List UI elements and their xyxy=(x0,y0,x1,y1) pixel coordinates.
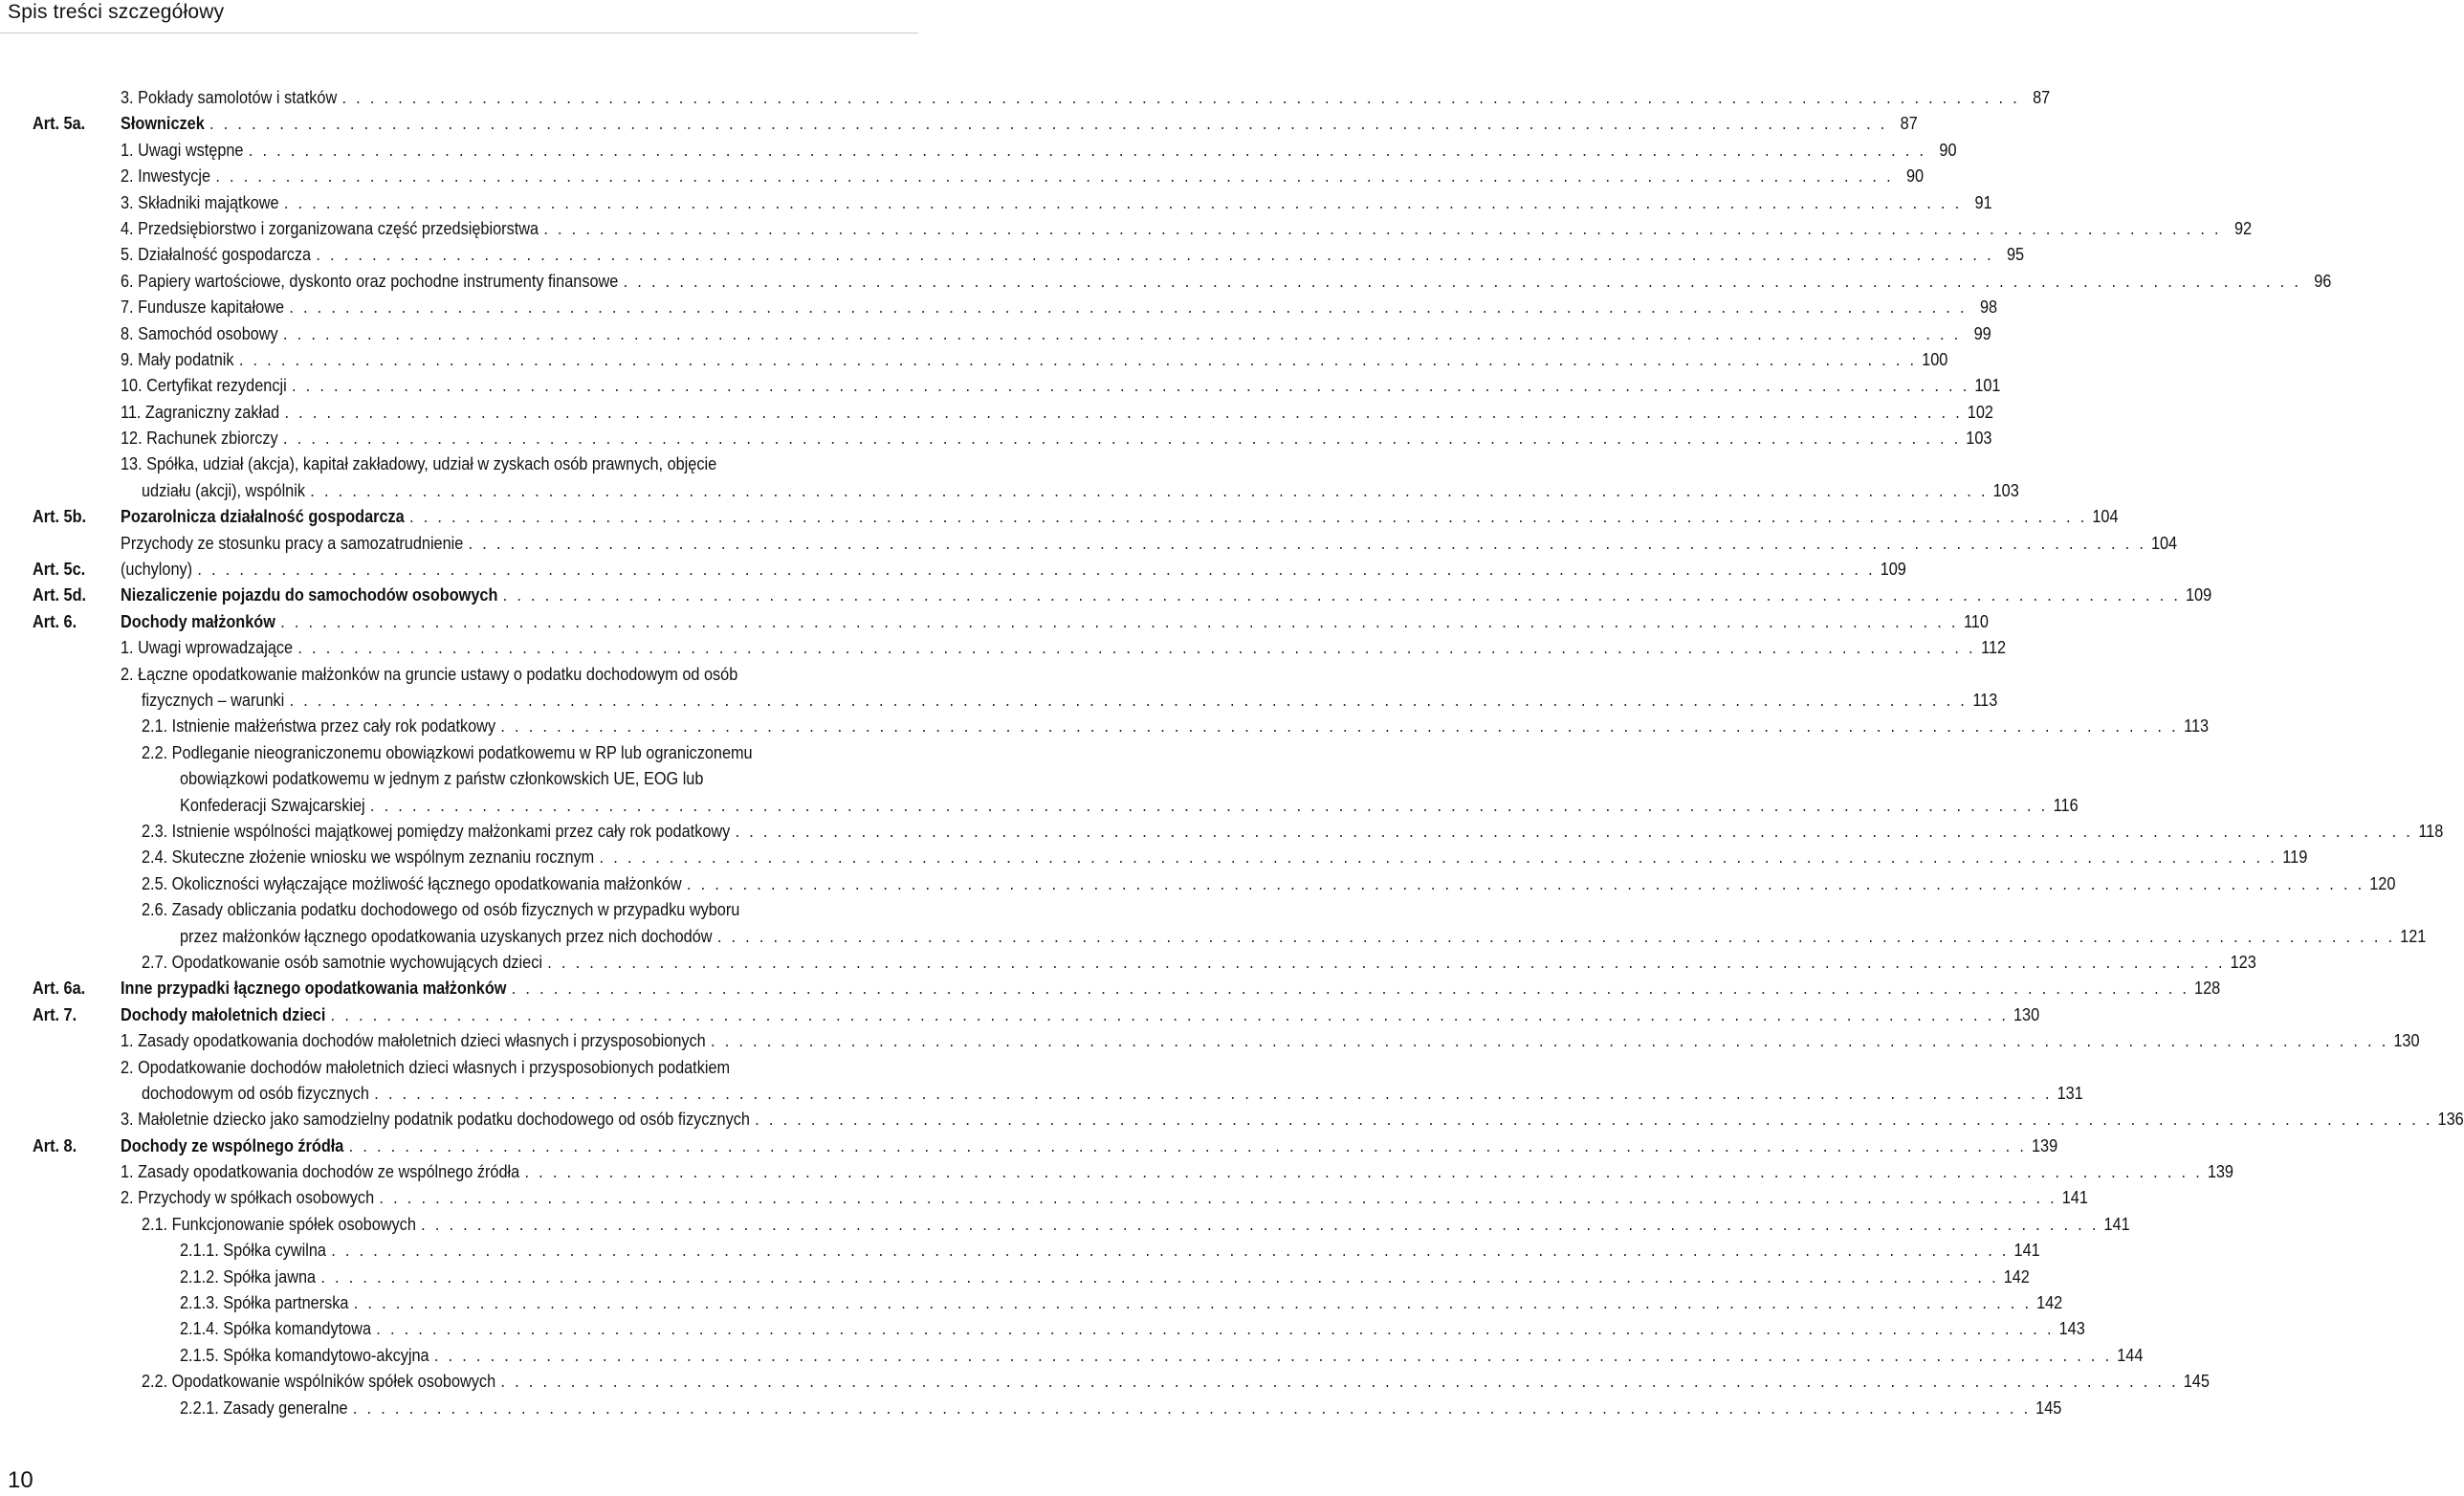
toc-entry-text: 11. Zagraniczny zakład xyxy=(120,401,280,422)
dot-leader: . . . . . . . . . . . . . . . . . . . . . . . . . . . . . . . . . . . . . . . . . . . . . . . . . . . . . . . . . . . . . . . . . . . . . . . . . . . . . . . . . . . . . . . . . . . . . . . . . . . . . . . . . . . . . . . . . . . . . . . . xyxy=(511,978,2189,999)
dot-leader: . . . . . . . . . . . . . . . . . . . . . . . . . . . . . . . . . . . . . . . . . . . . . . . . . . . . . . . . . . . . . . . . . . . . . . . . . . . . . . . . . . . . . . . . . . . . . . . . . . . . . . . . . . . . . . . . . . . . . . . . xyxy=(209,113,1888,134)
toc-entry[interactable] xyxy=(141,844,2308,869)
toc-entry[interactable] xyxy=(120,503,2119,529)
toc-page-number: 118 xyxy=(2418,820,2444,841)
toc-page-number: 139 xyxy=(2207,1161,2233,1182)
toc-entry[interactable] xyxy=(120,556,1906,582)
toc-page-number: 116 xyxy=(2053,794,2079,815)
toc-page-number: 143 xyxy=(2058,1318,2085,1339)
toc-entry-text: (uchylony) xyxy=(120,559,193,580)
dot-leader: . . . . . . . . . . . . . . . . . . . . . . . . . . . . . . . . . . . . . . . . . . . . . . . . . . . . . . . . . . . . . . . . . . . . . . . . . . . . . . . . . . . . . . . . . . . . . . . . . . . . . . . . . . . . . . . . . . . . . . . . xyxy=(197,559,1876,580)
toc-page-number: 131 xyxy=(2057,1082,2083,1103)
dot-leader: . . . . . . . . . . . . . . . . . . . . . . . . . . . . . . . . . . . . . . . . . . . . . . . . . . . . . . . . . . . . . . . . . . . . . . . . . . . . . . . . . . . . . . . . . . . . . . . . . . . . . . . . . . . . . . . . . . . . . . . . xyxy=(282,322,1962,343)
toc-entry-text: Dochody ze wspólnego źródła xyxy=(120,1134,344,1155)
toc-row xyxy=(0,530,2178,556)
dot-leader: . . . . . . . . . . . . . . . . . . . . . . . . . . . . . . . . . . . . . . . . . . . . . . . . . . . . . . . . . . . . . . . . . . . . . . . . . . . . . . . . . . . . . . . . . . . . . . . . . . . . . . . . . . . . . . . . . . . . . . . . xyxy=(284,401,1963,422)
toc-page-number: 101 xyxy=(1974,375,2001,396)
toc-entry[interactable] xyxy=(141,1211,2130,1237)
toc-entry-text: 2.2. Opodatkowanie wspólników spółek osobowych xyxy=(141,1371,496,1392)
toc-page-number: 100 xyxy=(1922,348,1948,369)
toc-entry-text: 9. Mały podatnik xyxy=(120,348,234,369)
toc-page-number: 98 xyxy=(1979,297,1998,318)
toc-page-number: 96 xyxy=(2314,270,2332,291)
toc-page-number: 123 xyxy=(2230,951,2256,972)
toc-entry[interactable] xyxy=(120,1054,2083,1107)
dot-leader: . . . . . . . . . . . . . . . . . . . . . . . . . . . . . . . . . . . . . . . . . . . . . . . . . . . . . . . . . . . . . . . . . . . . . . . . . . . . . . . . . . . . . . . . . . . . . . . . . . . . . . . . . . . . . . . . . . . . . . . . xyxy=(215,165,1894,187)
table-of-contents xyxy=(0,84,2464,1420)
toc-row xyxy=(0,372,2001,398)
toc-entry[interactable] xyxy=(120,346,1948,372)
toc-row xyxy=(0,1211,2130,1237)
dot-leader: . . . . . . . . . . . . . . . . . . . . . . . . . . . . . . . . . . . . . . . . . . . . . . . . . . . . . . . . . . . . . . . . . . . . . . . . . . . . . . . . . . . . . . . . . . . . . . . . . . . . . . . . . . . . . . . . . . . . . . . . xyxy=(374,1082,2053,1103)
article-label: Art. 6. xyxy=(32,610,77,631)
toc-row xyxy=(0,137,1957,163)
toc-entry-text: 3. Składniki majątkowe xyxy=(120,191,279,212)
toc-row xyxy=(0,1133,2058,1158)
toc-page-number: 103 xyxy=(1966,428,1992,449)
toc-entry[interactable] xyxy=(179,1315,2085,1341)
dot-leader: . . . . . . . . . . . . . . . . . . . . . . . . . . . . . . . . . . . . . . . . . . . . . . . . . . . . . . . . . . . . . . . . . . . . . . . . . . . . . . . . . . . . . . . . . . . . . . . . . . . . . . . . . . . . . . . . . . . . . . . . xyxy=(379,1187,2057,1208)
toc-entry-text: Słowniczek xyxy=(120,113,205,134)
toc-page-number: 130 xyxy=(2393,1030,2420,1051)
toc-entry[interactable] xyxy=(120,1184,2088,1210)
toc-entry[interactable] xyxy=(120,661,1998,714)
toc-entry[interactable] xyxy=(120,372,2001,398)
dot-leader: . . . . . . . . . . . . . . . . . . . . . . . . . . . . . . . . . . . . . . . . . . . . . . . . . . . . . . . . . . . . . . . . . . . . . . . . . . . . . . . . . . . . . . . . . . . . . . . . . . . . . . . . . . . . . . . . . . . . . . . . xyxy=(352,1397,2031,1418)
toc-entry[interactable] xyxy=(120,1133,2058,1158)
dot-leader: . . . . . . . . . . . . . . . . . . . . . . . . . . . . . . . . . . . . . . . . . . . . . . . . . . . . . . . . . . . . . . . . . . . . . . . . . . . . . . . . . . . . . . . . . . . . . . . . . . . . . . . . . . . . . . . . . . . . . . . . xyxy=(500,715,2179,737)
toc-entry-text: 2.1.5. Spółka komandytowo-akcyjna xyxy=(179,1344,429,1365)
toc-row xyxy=(0,1158,2233,1184)
dot-leader: . . . . . . . . . . . . . . . . . . . . . . . . . . . . . . . . . . . . . . . . . . . . . . . . . . . . . . . . . . . . . . . . . . . . . . . . . . . . . . . . . . . . . . . . . . . . . . . . . . . . . . . . . . . . . . . . . . . . . . . . xyxy=(376,1318,2055,1339)
dot-leader: . . . . . . . . . . . . . . . . . . . . . . . . . . . . . . . . . . . . . . . . . . . . . . . . . . . . . . . . . . . . . . . . . . . . . . . . . . . . . . . . . . . . . . . . . . . . . . . . . . . . . . . . . . . . . . . . . . . . . . . . xyxy=(547,951,2226,972)
toc-entry-text: Pozarolnicza działalność gospodarcza xyxy=(120,506,405,527)
dot-leader: . . . . . . . . . . . . . . . . . . . . . . . . . . . . . . . . . . . . . . . . . . . . . . . . . . . . . . . . . . . . . . . . . . . . . . . . . . . . . . . . . . . . . . . . . . . . . . . . . . . . . . . . . . . . . . . . . . . . . . . . xyxy=(599,847,2277,868)
toc-entry-text: 7. Fundusze kapitałowe xyxy=(120,297,285,318)
dot-leader: . . . . . . . . . . . . . . . . . . . . . . . . . . . . . . . . . . . . . . . . . . . . . . . . . . . . . . . . . . . . . . . . . . . . . . . . . . . . . . . . . . . . . . . . . . . . . . . . . . . . . . . . . . . . . . . . . . . . . . . . xyxy=(310,479,1989,500)
toc-entry-text: 2.1. Istnienie małżeństwa przez cały rok podatkowy xyxy=(141,715,496,737)
toc-page-number: 90 xyxy=(1939,139,1957,160)
toc-entry-text: 3. Pokłady samolotów i statków xyxy=(120,87,338,107)
dot-leader: . . . . . . . . . . . . . . . . . . . . . . . . . . . . . . . . . . . . . . . . . . . . . . . . . . . . . . . . . . . . . . . . . . . . . . . . . . . . . . . . . . . . . . . . . . . . . . . . . . . . . . . . . . . . . . . . . . . . . . . . xyxy=(341,87,2020,107)
toc-entry[interactable] xyxy=(141,713,2210,738)
dot-leader: . . . . . . . . . . . . . . . . . . . . . . . . . . . . . . . . . . . . . . . . . . . . . . . . . . . . . . . . . . . . . . . . . . . . . . . . . . . . . . . . . . . . . . . . . . . . . . . . . . . . . . . . . . . . . . . . . . . . . . . . xyxy=(316,244,1994,265)
toc-entry-text: 2.6. Zasady obliczania podatku dochodowego od osób fizycznych w przypadku wyboru xyxy=(141,899,740,920)
toc-page-number: 87 xyxy=(1900,113,1918,134)
toc-page-number: 130 xyxy=(2013,1003,2040,1024)
toc-entry-text: 1. Uwagi wprowadzające xyxy=(120,637,294,658)
toc-entry-text: dochodowym od osób fizycznych xyxy=(141,1082,369,1103)
toc-entry[interactable] xyxy=(141,818,2444,844)
toc-page-number: 113 xyxy=(1972,690,1998,711)
toc-row xyxy=(0,556,1906,582)
toc-entry[interactable] xyxy=(120,1158,2233,1184)
toc-entry[interactable] xyxy=(120,241,2025,267)
dot-leader: . . . . . . . . . . . . . . . . . . . . . . . . . . . . . . . . . . . . . . . . . . . . . . . . . . . . . . . . . . . . . . . . . . . . . . . . . . . . . . . . . . . . . . . . . . . . . . . . . . . . . . . . . . . . . . . . . . . . . . . . xyxy=(369,794,2048,815)
toc-entry-text: 1. Uwagi wstępne xyxy=(120,139,244,160)
toc-page-number: 109 xyxy=(2186,584,2212,605)
toc-entry[interactable] xyxy=(120,634,2007,660)
toc-entry-text: 2.5. Okoliczności wyłączające możliwość łącznego opodatkowania małżonków xyxy=(141,872,682,893)
toc-entry-text: 2.7. Opodatkowanie osób samotnie wychowujących dzieci xyxy=(141,951,542,972)
toc-page-number: 109 xyxy=(1880,559,1906,580)
toc-page-number: 120 xyxy=(2369,872,2396,893)
toc-entry[interactable] xyxy=(120,320,1991,346)
dot-leader: . . . . . . . . . . . . . . . . . . . . . . . . . . . . . . . . . . . . . . . . . . . . . . . . . . . . . . . . . . . . . . . . . . . . . . . . . . . . . . . . . . . . . . . . . . . . . . . . . . . . . . . . . . . . . . . . . . . . . . . . xyxy=(292,375,1970,396)
toc-entry-text: 13. Spółka, udział (akcja), kapitał zakładowy, udział w zyskach osób prawnych, objęcie xyxy=(120,453,717,474)
toc-page-number: 90 xyxy=(1905,165,1925,187)
toc-entry-text: 2.1.1. Spółka cywilna xyxy=(179,1240,326,1261)
toc-page-number: 145 xyxy=(2035,1397,2062,1418)
toc-row xyxy=(0,1184,2088,1210)
toc-page-number: 91 xyxy=(1974,191,1992,212)
toc-row xyxy=(0,1395,2062,1420)
toc-entry[interactable] xyxy=(120,294,1998,319)
toc-page-number: 92 xyxy=(2233,217,2253,238)
toc-row xyxy=(0,346,1948,372)
toc-entry-text: 10. Certyfikat rezydencji xyxy=(120,375,287,396)
toc-page-number: 95 xyxy=(2006,244,2025,265)
toc-row xyxy=(0,608,1989,634)
dot-leader: . . . . . . . . . . . . . . . . . . . . . . . . . . . . . . . . . . . . . . . . . . . . . . . . . . . . . . . . . . . . . . . . . . . . . . . . . . . . . . . . . . . . . . . . . . . . . . . . . . . . . . . . . . . . . . . . . . . . . . . . xyxy=(468,532,2146,553)
toc-entry[interactable] xyxy=(179,1264,2030,1289)
toc-entry-text: 8. Samochód osobowy xyxy=(120,322,278,343)
toc-row xyxy=(0,110,1918,136)
toc-row xyxy=(0,896,2427,949)
toc-entry-text: Przychody ze stosunku pracy a samozatrudnienie xyxy=(120,532,464,553)
page-number: 10 xyxy=(8,1467,33,1493)
toc-entry-text: 1. Zasady opodatkowania dochodów ze wspólnego źródła xyxy=(120,1161,520,1182)
toc-entry-text: 2.2.1. Zasady generalne xyxy=(179,1397,348,1418)
toc-row xyxy=(0,503,2119,529)
dot-leader: . . . . . . . . . . . . . . . . . . . . . . . . . . . . . . . . . . . . . . . . . . . . . . . . . . . . . . . . . . . . . . . . . . . . . . . . . . . . . . . . . . . . . . . . . . . . . . . . . . . . . . . . . . . . . . . . . . . . . . . . xyxy=(543,217,2222,238)
dot-leader: . . . . . . . . . . . . . . . . . . . . . . . . . . . . . . . . . . . . . . . . . . . . . . . . . . . . . . . . . . . . . . . . . . . . . . . . . . . . . . . . . . . . . . . . . . . . . . . . . . . . . . . . . . . . . . . . . . . . . . . . xyxy=(500,1371,2179,1392)
toc-entry-text: 12. Rachunek zbiorczy xyxy=(120,428,278,449)
toc-page-number: 145 xyxy=(2183,1371,2210,1392)
toc-entry[interactable] xyxy=(141,1368,2210,1394)
toc-entry[interactable] xyxy=(120,582,2212,607)
dot-leader: . . . . . . . . . . . . . . . . . . . . . . . . . . . . . . . . . . . . . . . . . . . . . . . . . . . . . . . . . . . . . . . . . . . . . . . . . . . . . . . . . . . . . . . . . . . . . . . . . . . . . . . . . . . . . . . . . . . . . . . . xyxy=(353,1292,2032,1313)
toc-entry-text: 2. Przychody w spółkach osobowych xyxy=(120,1187,375,1208)
toc-row xyxy=(0,1342,2144,1368)
toc-entry-text: udziału (akcji), wspólnik xyxy=(141,479,305,500)
toc-row xyxy=(0,634,2007,660)
toc-entry-text: 3. Małoletnie dziecko jako samodzielny podatnik podatku dochodowego od osób fizycznych xyxy=(120,1109,750,1130)
toc-row xyxy=(0,818,2444,844)
toc-entry[interactable] xyxy=(179,1342,2144,1368)
toc-page-number: 99 xyxy=(1973,322,1991,343)
toc-row xyxy=(0,1106,2464,1132)
toc-row xyxy=(0,582,2212,607)
toc-page-number: 142 xyxy=(2003,1265,2030,1287)
toc-entry[interactable] xyxy=(120,110,1918,136)
toc-row xyxy=(0,661,1998,714)
toc-page-number: 142 xyxy=(2036,1292,2063,1313)
toc-entry-text: Niezaliczenie pojazdu do samochodów osobowych xyxy=(120,584,498,605)
toc-entry[interactable] xyxy=(120,1027,2420,1053)
toc-page-number: 102 xyxy=(1967,401,1993,422)
toc-row xyxy=(0,975,2221,1001)
toc-entry-text: 6. Papiery wartościowe, dyskonto oraz pochodne instrumenty finansowe xyxy=(120,270,619,291)
toc-entry[interactable] xyxy=(120,1001,2040,1027)
toc-entry[interactable] xyxy=(120,608,1989,634)
dot-leader: . . . . . . . . . . . . . . . . . . . . . . . . . . . . . . . . . . . . . . . . . . . . . . . . . . . . . . . . . . . . . . . . . . . . . . . . . . . . . . . . . . . . . . . . . . . . . . . . . . . . . . . . . . . . . . . . . . . . . . . . xyxy=(289,690,1968,711)
toc-entry-text: obowiązkowi podatkowemu w jednym z państw członkowskich UE, EOG lub xyxy=(179,768,704,789)
dot-leader: . . . . . . . . . . . . . . . . . . . . . . . . . . . . . . . . . . . . . . . . . . . . . . . . . . . . . . . . . . . . . . . . . . . . . . . . . . . . . . . . . . . . . . . . . . . . . . . . . . . . . . . . . . . . . . . . . . . . . . . . xyxy=(320,1265,1999,1287)
toc-entry-text: przez małżonków łącznego opodatkowania uzyskanych przez nich dochodów xyxy=(179,925,713,946)
toc-entry[interactable] xyxy=(120,1106,2464,1132)
toc-row xyxy=(0,1237,2040,1263)
toc-entry-text: 2.1.4. Spółka komandytowa xyxy=(179,1318,371,1339)
toc-page-number: 119 xyxy=(2282,847,2308,868)
toc-row xyxy=(0,425,1992,451)
toc-row xyxy=(0,1289,2063,1315)
dot-leader: . . . . . . . . . . . . . . . . . . . . . . . . . . . . . . . . . . . . . . . . . . . . . . . . . . . . . . . . . . . . . . . . . . . . . . . . . . . . . . . . . . . . . . . . . . . . . . . . . . . . . . . . . . . . . . . . . . . . . . . . xyxy=(238,348,1917,369)
page-header xyxy=(0,0,918,33)
toc-row xyxy=(0,84,2051,110)
article-label: Art. 7. xyxy=(32,1003,77,1024)
toc-row xyxy=(0,949,2256,975)
toc-row xyxy=(0,1368,2210,1394)
toc-entry-text: 1. Zasady opodatkowania dochodów małoletnich dzieci własnych i przysposobionych xyxy=(120,1030,706,1051)
toc-entry[interactable] xyxy=(141,949,2256,975)
dot-leader: . . . . . . . . . . . . . . . . . . . . . . . . . . . . . . . . . . . . . . . . . . . . . . . . . . . . . . . . . . . . . . . . . . . . . . . . . . . . . . . . . . . . . . . . . . . . . . . . . . . . . . . . . . . . . . . . . . . . . . . . xyxy=(289,297,1968,318)
dot-leader: . . . . . . . . . . . . . . . . . . . . . . . . . . . . . . . . . . . . . . . . . . . . . . . . . . . . . . . . . . . . . . . . . . . . . . . . . . . . . . . . . . . . . . . . . . . . . . . . . . . . . . . . . . . . . . . . . . . . . . . . xyxy=(716,925,2395,946)
dot-leader: . . . . . . . . . . . . . . . . . . . . . . . . . . . . . . . . . . . . . . . . . . . . . . . . . . . . . . . . . . . . . . . . . . . . . . . . . . . . . . . . . . . . . . . . . . . . . . . . . . . . . . . . . . . . . . . . . . . . . . . . xyxy=(248,139,1926,160)
toc-page-number: 139 xyxy=(2031,1134,2058,1155)
dot-leader: . . . . . . . . . . . . . . . . . . . . . . . . . . . . . . . . . . . . . . . . . . . . . . . . . . . . . . . . . . . . . . . . . . . . . . . . . . . . . . . . . . . . . . . . . . . . . . . . . . . . . . . . . . . . . . . . . . . . . . . . xyxy=(282,428,1962,449)
toc-entry-text: 2. Inwestycje xyxy=(120,165,211,187)
toc-page-number: 110 xyxy=(1963,610,1989,631)
header-title: Spis treści szczegółowy xyxy=(8,1,225,23)
toc-entry[interactable] xyxy=(141,739,2079,818)
dot-leader: . . . . . . . . . . . . . . . . . . . . . . . . . . . . . . . . . . . . . . . . . . . . . . . . . . . . . . . . . . . . . . . . . . . . . . . . . . . . . . . . . . . . . . . . . . . . . . . . . . . . . . . . . . . . . . . . . . . . . . . . xyxy=(297,637,1976,658)
toc-entry[interactable] xyxy=(120,84,2051,110)
toc-row xyxy=(0,189,1992,215)
toc-entry-text: Dochody małżonków xyxy=(120,610,275,631)
dot-leader: . . . . . . . . . . . . . . . . . . . . . . . . . . . . . . . . . . . . . . . . . . . . . . . . . . . . . . . . . . . . . . . . . . . . . . . . . . . . . . . . . . . . . . . . . . . . . . . . . . . . . . . . . . . . . . . . . . . . . . . . xyxy=(330,1003,2009,1024)
toc-page-number: 103 xyxy=(1992,479,2019,500)
toc-row xyxy=(0,1027,2420,1053)
toc-entry[interactable] xyxy=(120,530,2178,556)
dot-leader: . . . . . . . . . . . . . . . . . . . . . . . . . . . . . . . . . . . . . . . . . . . . . . . . . . . . . . . . . . . . . . . . . . . . . . . . . . . . . . . . . . . . . . . . . . . . . . . . . . . . . . . . . . . . . . . . . . . . . . . . xyxy=(686,872,2365,893)
article-label: Art. 5b. xyxy=(32,506,87,527)
toc-entry[interactable] xyxy=(120,399,1993,425)
dot-leader: . . . . . . . . . . . . . . . . . . . . . . . . . . . . . . . . . . . . . . . . . . . . . . . . . . . . . . . . . . . . . . . . . . . . . . . . . . . . . . . . . . . . . . . . . . . . . . . . . . . . . . . . . . . . . . . . . . . . . . . . xyxy=(711,1030,2389,1051)
article-label: Art. 5c. xyxy=(32,559,86,580)
dot-leader: . . . . . . . . . . . . . . . . . . . . . . . . . . . . . . . . . . . . . . . . . . . . . . . . . . . . . . . . . . . . . . . . . . . . . . . . . . . . . . . . . . . . . . . . . . . . . . . . . . . . . . . . . . . . . . . . . . . . . . . . xyxy=(735,820,2413,841)
toc-page-number: 121 xyxy=(2400,925,2427,946)
toc-entry[interactable] xyxy=(120,268,2332,294)
toc-entry[interactable] xyxy=(120,137,1957,163)
toc-entry-text: 5. Działalność gospodarcza xyxy=(120,244,312,265)
article-label: Art. 5d. xyxy=(32,584,87,605)
toc-entry-text: fizycznych – warunki xyxy=(141,690,285,711)
toc-entry-text: 2. Łączne opodatkowanie małżonków na gruncie ustawy o podatku dochodowym od osób xyxy=(120,663,738,684)
toc-entry[interactable] xyxy=(141,896,2427,949)
toc-row xyxy=(0,320,1991,346)
toc-entry-text: 2.2. Podleganie nieograniczonemu obowiązkowi podatkowemu w RP lub ograniczonemu xyxy=(141,741,753,762)
dot-leader: . . . . . . . . . . . . . . . . . . . . . . . . . . . . . . . . . . . . . . . . . . . . . . . . . . . . . . . . . . . . . . . . . . . . . . . . . . . . . . . . . . . . . . . . . . . . . . . . . . . . . . . . . . . . . . . . . . . . . . . . xyxy=(331,1240,2010,1261)
toc-row xyxy=(0,268,2332,294)
toc-page-number: 104 xyxy=(2150,532,2178,553)
toc-entry-text: 2.1.3. Spółka partnerska xyxy=(179,1292,349,1313)
toc-row xyxy=(0,399,1993,425)
dot-leader: . . . . . . . . . . . . . . . . . . . . . . . . . . . . . . . . . . . . . . . . . . . . . . . . . . . . . . . . . . . . . . . . . . . . . . . . . . . . . . . . . . . . . . . . . . . . . . . . . . . . . . . . . . . . . . . . . . . . . . . . xyxy=(755,1109,2433,1130)
toc-entry-text: 2.3. Istnienie wspólności majątkowej pomiędzy małżonkami przez cały rok podatkowy xyxy=(141,820,731,841)
toc-page-number: 104 xyxy=(2092,506,2119,527)
toc-page-number: 113 xyxy=(2184,715,2210,737)
toc-entry[interactable] xyxy=(179,1395,2062,1420)
toc-row xyxy=(0,713,2210,738)
toc-page-number: 128 xyxy=(2194,978,2221,999)
toc-entry[interactable] xyxy=(120,975,2221,1001)
dot-leader: . . . . . . . . . . . . . . . . . . . . . . . . . . . . . . . . . . . . . . . . . . . . . . . . . . . . . . . . . . . . . . . . . . . . . . . . . . . . . . . . . . . . . . . . . . . . . . . . . . . . . . . . . . . . . . . . . . . . . . . . xyxy=(283,191,1962,212)
dot-leader: . . . . . . . . . . . . . . . . . . . . . . . . . . . . . . . . . . . . . . . . . . . . . . . . . . . . . . . . . . . . . . . . . . . . . . . . . . . . . . . . . . . . . . . . . . . . . . . . . . . . . . . . . . . . . . . . . . . . . . . . xyxy=(433,1344,2112,1365)
toc-entry[interactable] xyxy=(120,189,1992,215)
toc-entry[interactable] xyxy=(120,215,2253,241)
article-label: Art. 5a. xyxy=(32,113,86,134)
toc-entry[interactable] xyxy=(179,1237,2040,1263)
dot-leader: . . . . . . . . . . . . . . . . . . . . . . . . . . . . . . . . . . . . . . . . . . . . . . . . . . . . . . . . . . . . . . . . . . . . . . . . . . . . . . . . . . . . . . . . . . . . . . . . . . . . . . . . . . . . . . . . . . . . . . . . xyxy=(409,506,2088,527)
toc-page-number: 141 xyxy=(2013,1240,2040,1261)
toc-page-number: 87 xyxy=(2033,87,2051,107)
toc-row xyxy=(0,1264,2030,1289)
toc-entry[interactable] xyxy=(179,1289,2063,1315)
toc-row xyxy=(0,1315,2085,1341)
toc-page-number: 136 xyxy=(2437,1109,2464,1130)
dot-leader: . . . . . . . . . . . . . . . . . . . . . . . . . . . . . . . . . . . . . . . . . . . . . . . . . . . . . . . . . . . . . . . . . . . . . . . . . . . . . . . . . . . . . . . . . . . . . . . . . . . . . . . . . . . . . . . . . . . . . . . . xyxy=(421,1213,2100,1234)
toc-page-number: 141 xyxy=(2103,1213,2130,1234)
toc-entry-text: 2.1. Funkcjonowanie spółek osobowych xyxy=(141,1213,416,1234)
toc-row xyxy=(0,215,2253,241)
dot-leader: . . . . . . . . . . . . . . . . . . . . . . . . . . . . . . . . . . . . . . . . . . . . . . . . . . . . . . . . . . . . . . . . . . . . . . . . . . . . . . . . . . . . . . . . . . . . . . . . . . . . . . . . . . . . . . . . . . . . . . . . xyxy=(623,270,2301,291)
toc-row xyxy=(0,163,1925,188)
toc-entry-text: 2. Opodatkowanie dochodów małoletnich dzieci własnych i przysposobionych podatkiem xyxy=(120,1056,731,1077)
toc-entry[interactable] xyxy=(120,425,1992,451)
article-label: Art. 8. xyxy=(32,1134,77,1155)
toc-row xyxy=(0,1001,2040,1027)
toc-row xyxy=(0,870,2396,896)
toc-entry-text: 4. Przedsiębiorstwo i zorganizowana część przedsiębiorstwa xyxy=(120,217,539,238)
toc-page-number: 141 xyxy=(2061,1187,2088,1208)
dot-leader: . . . . . . . . . . . . . . . . . . . . . . . . . . . . . . . . . . . . . . . . . . . . . . . . . . . . . . . . . . . . . . . . . . . . . . . . . . . . . . . . . . . . . . . . . . . . . . . . . . . . . . . . . . . . . . . . . . . . . . . . xyxy=(502,584,2181,605)
toc-entry-text: Inne przypadki łącznego opodatkowania małżonków xyxy=(120,978,507,999)
toc-row xyxy=(0,241,2025,267)
toc-row xyxy=(0,451,2019,503)
toc-entry-text: 2.1.2. Spółka jawna xyxy=(179,1265,317,1287)
toc-row xyxy=(0,294,1998,319)
dot-leader: . . . . . . . . . . . . . . . . . . . . . . . . . . . . . . . . . . . . . . . . . . . . . . . . . . . . . . . . . . . . . . . . . . . . . . . . . . . . . . . . . . . . . . . . . . . . . . . . . . . . . . . . . . . . . . . . . . . . . . . . xyxy=(348,1134,2027,1155)
dot-leader: . . . . . . . . . . . . . . . . . . . . . . . . . . . . . . . . . . . . . . . . . . . . . . . . . . . . . . . . . . . . . . . . . . . . . . . . . . . . . . . . . . . . . . . . . . . . . . . . . . . . . . . . . . . . . . . . . . . . . . . . xyxy=(280,610,1959,631)
toc-page-number: 112 xyxy=(1981,637,2007,658)
toc-row xyxy=(0,739,2079,818)
toc-row xyxy=(0,1054,2083,1107)
dot-leader: . . . . . . . . . . . . . . . . . . . . . . . . . . . . . . . . . . . . . . . . . . . . . . . . . . . . . . . . . . . . . . . . . . . . . . . . . . . . . . . . . . . . . . . . . . . . . . . . . . . . . . . . . . . . . . . . . . . . . . . . xyxy=(524,1161,2203,1182)
article-label: Art. 6a. xyxy=(32,978,86,999)
toc-entry-text: 2.4. Skuteczne złożenie wniosku we wspólnym zeznaniu rocznym xyxy=(141,847,595,868)
toc-entry[interactable] xyxy=(120,451,2019,503)
toc-entry[interactable] xyxy=(141,870,2396,896)
toc-page-number: 144 xyxy=(2117,1344,2144,1365)
toc-entry-text: Konfederacji Szwajcarskiej xyxy=(179,794,365,815)
toc-entry-text: Dochody małoletnich dzieci xyxy=(120,1003,326,1024)
toc-row xyxy=(0,844,2308,869)
toc-entry[interactable] xyxy=(120,163,1925,188)
